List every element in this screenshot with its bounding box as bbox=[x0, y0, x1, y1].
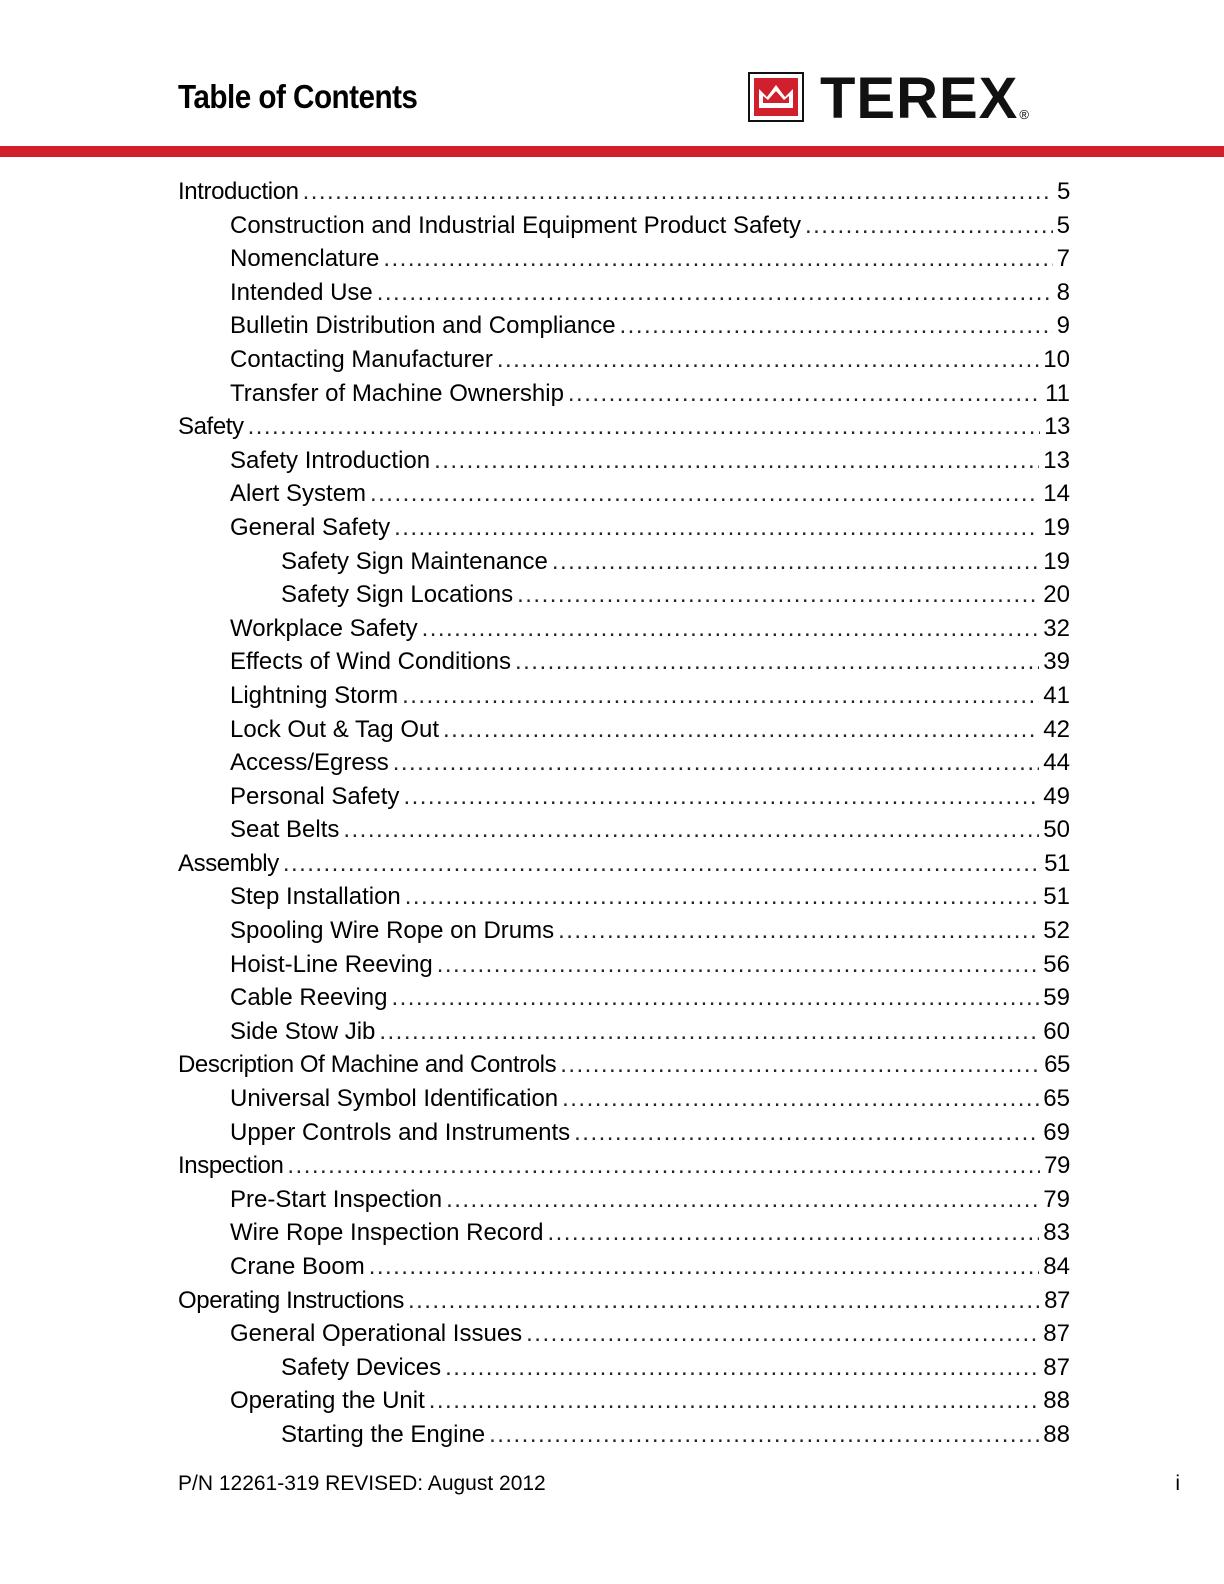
toc-entry[interactable] bbox=[178, 444, 1070, 478]
toc-entry-title: Assembly bbox=[178, 849, 279, 877]
toc-entry[interactable] bbox=[178, 1384, 1070, 1418]
toc-entry[interactable] bbox=[178, 914, 1070, 948]
toc-entry-title: Effects of Wind Conditions bbox=[230, 648, 512, 676]
toc-entry-page: 87 bbox=[1044, 1286, 1070, 1314]
toc-entry-title: Safety Sign Maintenance bbox=[281, 547, 548, 575]
toc-entry[interactable] bbox=[178, 713, 1070, 747]
toc-dot-leader bbox=[805, 209, 1053, 243]
toc-entry-title: Alert System bbox=[230, 480, 367, 508]
toc-entry-page: 19 bbox=[1043, 547, 1070, 575]
toc-entry-title: Safety Devices bbox=[281, 1353, 442, 1381]
toc-entry[interactable] bbox=[178, 410, 1070, 444]
toc-entry-title: Universal Symbol Identification bbox=[230, 1085, 559, 1113]
toc-entry-page: 41 bbox=[1043, 681, 1070, 709]
toc-entry-title: Transfer of Machine Ownership bbox=[230, 379, 564, 407]
toc-entry-title: Safety Sign Locations bbox=[281, 581, 514, 609]
toc-entry-page: 39 bbox=[1043, 648, 1070, 676]
toc-entry-title: Access/Egress bbox=[230, 749, 389, 777]
toc-entry-title: Side Stow Jib bbox=[230, 1017, 376, 1045]
toc-dot-leader bbox=[394, 511, 1039, 545]
toc-dot-leader bbox=[287, 1149, 1040, 1183]
toc-dot-leader bbox=[377, 276, 1053, 310]
toc-dot-leader bbox=[437, 948, 1040, 982]
toc-entry[interactable] bbox=[178, 1284, 1070, 1318]
toc-entry[interactable] bbox=[178, 1216, 1070, 1250]
toc-entry-page: 79 bbox=[1043, 1185, 1070, 1213]
toc-dot-leader bbox=[434, 444, 1039, 478]
toc-dot-leader bbox=[547, 1216, 1039, 1250]
toc-entry-title: Cable Reeving bbox=[230, 984, 388, 1012]
toc-entry[interactable] bbox=[178, 847, 1070, 881]
toc-entry-page: 79 bbox=[1044, 1152, 1070, 1180]
toc-entry-page: 5 bbox=[1056, 211, 1070, 239]
toc-entry-page: 5 bbox=[1057, 178, 1070, 205]
toc-entry-title: Hoist-Line Reeving bbox=[230, 950, 433, 978]
toc-entry-page: 51 bbox=[1043, 883, 1070, 911]
toc-entry-title: Nomenclature bbox=[230, 245, 380, 273]
toc-entry[interactable] bbox=[178, 679, 1070, 713]
toc-entry[interactable] bbox=[178, 746, 1070, 780]
toc-entry-page: 51 bbox=[1044, 849, 1070, 877]
toc-entry-page: 8 bbox=[1056, 278, 1070, 306]
toc-dot-leader bbox=[562, 1082, 1039, 1116]
toc-dot-leader bbox=[383, 242, 1052, 276]
toc-entry-title: Operating Instructions bbox=[178, 1286, 404, 1314]
toc-dot-leader bbox=[568, 377, 1041, 411]
toc-entry-title: Wire Rope Inspection Record bbox=[230, 1219, 544, 1247]
toc-dot-leader bbox=[445, 1351, 1039, 1385]
toc-entry-title: Starting the Engine bbox=[281, 1420, 486, 1448]
brand-wordmark: TEREX bbox=[820, 66, 1019, 131]
toc-entry-title: General Operational Issues bbox=[230, 1320, 523, 1348]
toc-entry-page: 88 bbox=[1043, 1420, 1070, 1448]
table-of-contents bbox=[178, 175, 1070, 1452]
toc-entry-page: 59 bbox=[1043, 984, 1070, 1012]
toc-entry-page: 14 bbox=[1043, 480, 1070, 508]
toc-entry-page: 50 bbox=[1043, 816, 1070, 844]
toc-dot-leader bbox=[408, 1284, 1040, 1318]
crown-emblem-icon bbox=[748, 72, 804, 122]
toc-entry-title: Crane Boom bbox=[230, 1253, 365, 1280]
terex-logo bbox=[748, 66, 1029, 131]
toc-dot-leader bbox=[343, 813, 1039, 847]
toc-dot-leader bbox=[552, 545, 1039, 579]
toc-entry-page: 11 bbox=[1045, 379, 1070, 407]
toc-entry-page: 9 bbox=[1056, 312, 1070, 340]
toc-entry-title: Lightning Storm bbox=[230, 681, 399, 709]
toc-entry-page: 10 bbox=[1043, 345, 1070, 373]
toc-entry[interactable] bbox=[178, 1048, 1070, 1082]
toc-dot-leader bbox=[303, 175, 1053, 209]
toc-dot-leader bbox=[558, 914, 1039, 948]
toc-entry-page: 65 bbox=[1043, 1085, 1070, 1113]
toc-entry[interactable] bbox=[178, 242, 1070, 276]
footer-part-number: P/N 12261-319 REVISED: August 2012 bbox=[178, 1472, 546, 1495]
toc-dot-leader bbox=[391, 981, 1039, 1015]
toc-dot-leader bbox=[283, 847, 1040, 881]
toc-entry[interactable] bbox=[178, 1351, 1070, 1385]
toc-entry-title: Contacting Manufacturer bbox=[230, 345, 493, 373]
toc-entry-title: Lock Out & Tag Out bbox=[230, 715, 440, 743]
toc-dot-leader bbox=[443, 713, 1039, 747]
toc-entry-title: Construction and Industrial Equipment Product Safety bbox=[230, 211, 801, 239]
toc-entry-page: 60 bbox=[1043, 1017, 1070, 1045]
toc-entry-title: Description Of Machine and Controls bbox=[178, 1051, 557, 1079]
toc-dot-leader bbox=[248, 410, 1040, 444]
toc-entry[interactable] bbox=[178, 276, 1070, 310]
toc-dot-leader bbox=[515, 645, 1039, 679]
footer-page-number: i bbox=[1175, 1472, 1180, 1495]
toc-entry-title: Personal Safety bbox=[230, 782, 400, 810]
toc-entry-page: 88 bbox=[1043, 1387, 1070, 1415]
toc-entry-page: 87 bbox=[1043, 1320, 1070, 1348]
toc-entry-page: 87 bbox=[1043, 1353, 1070, 1381]
toc-dot-leader bbox=[517, 578, 1039, 612]
toc-entry-title: Workplace Safety bbox=[230, 614, 418, 642]
toc-entry[interactable] bbox=[178, 1149, 1070, 1183]
toc-dot-leader bbox=[429, 1384, 1040, 1418]
toc-dot-leader bbox=[422, 612, 1040, 646]
toc-entry[interactable] bbox=[178, 645, 1070, 679]
toc-entry[interactable] bbox=[178, 1082, 1070, 1116]
toc-dot-leader bbox=[574, 1116, 1039, 1150]
toc-entry-page: 84 bbox=[1043, 1253, 1070, 1280]
toc-entry-page: 13 bbox=[1044, 413, 1070, 441]
toc-entry[interactable] bbox=[178, 948, 1070, 982]
toc-entry-page: 13 bbox=[1043, 446, 1070, 474]
toc-dot-leader bbox=[370, 477, 1039, 511]
toc-entry-title: Upper Controls and Instruments bbox=[230, 1118, 571, 1146]
toc-entry-page: 42 bbox=[1043, 715, 1070, 743]
toc-dot-leader bbox=[560, 1048, 1040, 1082]
toc-entry[interactable] bbox=[178, 1250, 1070, 1284]
toc-entry-page: 44 bbox=[1043, 749, 1070, 777]
toc-entry[interactable] bbox=[178, 780, 1070, 814]
toc-entry[interactable] bbox=[178, 1116, 1070, 1150]
toc-dot-leader bbox=[620, 309, 1053, 343]
toc-entry[interactable] bbox=[178, 343, 1070, 377]
toc-entry-page: 69 bbox=[1043, 1118, 1070, 1146]
toc-entry-title: Spooling Wire Rope on Drums bbox=[230, 917, 555, 945]
toc-entry[interactable] bbox=[178, 1183, 1070, 1217]
toc-entry-title: Pre-Start Inspection bbox=[230, 1185, 443, 1213]
toc-entry-page: 56 bbox=[1043, 950, 1070, 978]
toc-entry-page: 52 bbox=[1043, 917, 1070, 945]
toc-dot-leader bbox=[393, 746, 1040, 780]
toc-entry[interactable] bbox=[178, 813, 1070, 847]
toc-entry[interactable] bbox=[178, 175, 1070, 209]
toc-entry-title: Safety Introduction bbox=[230, 446, 431, 474]
toc-dot-leader bbox=[379, 1015, 1039, 1049]
toc-entry[interactable] bbox=[178, 1317, 1070, 1351]
toc-entry[interactable] bbox=[178, 578, 1070, 612]
toc-entry-title: Bulletin Distribution and Compliance bbox=[230, 312, 616, 340]
toc-dot-leader bbox=[405, 880, 1040, 914]
toc-entry[interactable] bbox=[178, 209, 1070, 243]
toc-dot-leader bbox=[489, 1418, 1039, 1452]
toc-entry-page: 65 bbox=[1044, 1051, 1070, 1079]
toc-dot-leader bbox=[369, 1250, 1040, 1284]
toc-entry-page: 32 bbox=[1043, 614, 1070, 642]
toc-entry[interactable] bbox=[178, 309, 1070, 343]
toc-entry-page: 49 bbox=[1043, 782, 1070, 810]
toc-entry-title: Safety bbox=[178, 413, 244, 441]
toc-dot-leader bbox=[497, 343, 1039, 377]
toc-entry[interactable] bbox=[178, 377, 1070, 411]
toc-entry-title: Seat Belts bbox=[230, 816, 340, 844]
toc-entry[interactable] bbox=[178, 477, 1070, 511]
toc-dot-leader bbox=[446, 1183, 1039, 1217]
toc-entry[interactable] bbox=[178, 981, 1070, 1015]
header-divider bbox=[0, 146, 1224, 157]
toc-entry[interactable] bbox=[178, 1015, 1070, 1049]
toc-entry[interactable] bbox=[178, 880, 1070, 914]
toc-entry-title: Introduction bbox=[178, 178, 299, 205]
registered-mark: ® bbox=[1019, 107, 1029, 122]
toc-dot-leader bbox=[403, 780, 1039, 814]
toc-entry-title: Step Installation bbox=[230, 883, 401, 911]
toc-dot-leader bbox=[526, 1317, 1039, 1351]
toc-dot-leader bbox=[402, 679, 1039, 713]
toc-entry-page: 20 bbox=[1043, 581, 1070, 609]
toc-entry-title: General Safety bbox=[230, 513, 391, 541]
toc-entry-page: 7 bbox=[1056, 245, 1070, 273]
toc-entry-title: Inspection bbox=[178, 1152, 284, 1180]
page-title: Table of Contents bbox=[178, 78, 418, 115]
toc-entry[interactable] bbox=[178, 545, 1070, 579]
toc-entry-title: Operating the Unit bbox=[230, 1387, 425, 1415]
toc-entry[interactable] bbox=[178, 612, 1070, 646]
toc-entry-page: 83 bbox=[1043, 1219, 1070, 1247]
toc-entry[interactable] bbox=[178, 1418, 1070, 1452]
toc-entry[interactable] bbox=[178, 511, 1070, 545]
toc-entry-title: Intended Use bbox=[230, 278, 373, 306]
toc-entry-page: 19 bbox=[1043, 513, 1070, 541]
